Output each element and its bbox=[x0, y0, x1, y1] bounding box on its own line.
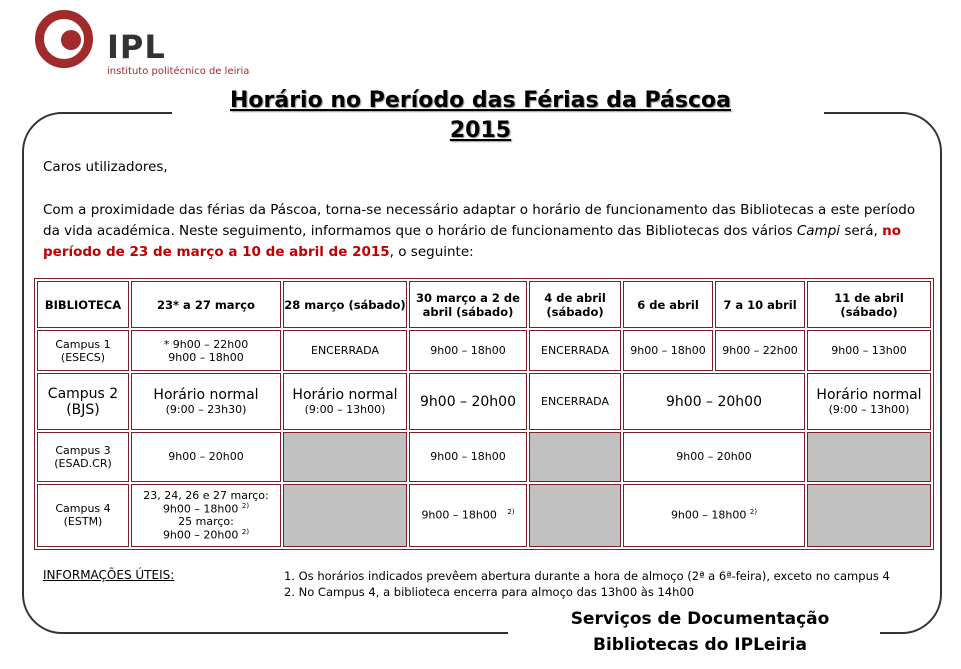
closed-cell bbox=[529, 432, 621, 481]
schedule-cell bbox=[807, 373, 931, 430]
info-note: 2. No Campus 4, a biblioteca encerra para almoço das 13h00 às 14h00 bbox=[284, 585, 695, 599]
logo-dot-icon bbox=[61, 30, 81, 50]
cell-text bbox=[132, 502, 280, 516]
cell-time: 9h00 – 18h00 bbox=[421, 509, 497, 523]
header-cell: 28 março (sábado) bbox=[283, 281, 407, 328]
intro-period: período de 23 de março a 10 de abril de 2015 bbox=[43, 244, 390, 260]
schedule-cell: ENCERRADA bbox=[529, 330, 621, 371]
schedule-cell bbox=[623, 484, 805, 548]
campus-cell bbox=[37, 330, 129, 371]
info-notes bbox=[284, 568, 890, 600]
schedule-cell bbox=[131, 373, 281, 430]
schedule-cell bbox=[131, 330, 281, 371]
table-header-row bbox=[37, 281, 931, 328]
footer-line1: Serviços de Documentação bbox=[570, 609, 830, 629]
cell-text: 25 março: bbox=[178, 515, 234, 529]
info-note: 1. Os horários indicados prevêem abertura durante a hora de almoço (2ª a 6ª-feira), exceto no campus 4 bbox=[284, 569, 890, 583]
cell-text: 9h00 – 18h00 bbox=[168, 350, 244, 364]
schedule-cell: 9h00 – 13h00 bbox=[807, 330, 931, 371]
table-row bbox=[37, 432, 931, 481]
logo-subtitle: instituto politécnico de leiria bbox=[107, 66, 250, 77]
cell-text: (9:00 – 13h00) bbox=[828, 403, 910, 417]
closed-cell bbox=[529, 484, 621, 548]
intro-text-2: será, bbox=[840, 223, 883, 239]
footer-line2: Bibliotecas do IPLeiria bbox=[593, 635, 807, 655]
schedule-cell bbox=[409, 484, 527, 548]
footnote-mark: 2) bbox=[241, 501, 250, 510]
logo-text: IPL bbox=[107, 28, 166, 66]
cell-time: 9h00 – 18h00 bbox=[670, 509, 747, 523]
schedule-cell: 9h00 – 22h00 bbox=[715, 330, 805, 371]
schedule-cell: 9h00 – 18h00 bbox=[623, 330, 713, 371]
campus-name: Campus 4 bbox=[55, 502, 111, 516]
intro-line1: Com a proximidade das férias da Páscoa, torna-se necessário adaptar o horário de funcionamento das Bibliotecas a este período bbox=[43, 202, 916, 218]
schedule-cell: 9h00 – 18h00 bbox=[409, 432, 527, 481]
header-cell: 11 de abril (sábado) bbox=[807, 281, 931, 328]
schedule-cell bbox=[283, 373, 407, 430]
cell-text: (9:00 – 13h00) bbox=[304, 403, 386, 417]
header-cell: 4 de abril (sábado) bbox=[529, 281, 621, 328]
campus-cell bbox=[37, 432, 129, 481]
cell-text: * 9h00 – 22h00 bbox=[163, 337, 249, 351]
table-row bbox=[37, 373, 931, 430]
header-cell: 6 de abril bbox=[623, 281, 713, 328]
footer bbox=[560, 606, 840, 658]
cell-text: Horário normal bbox=[816, 387, 922, 404]
campus-code: (ESAD.CR) bbox=[54, 456, 112, 470]
schedule-cell bbox=[131, 484, 281, 548]
campus-name: Campus 2 bbox=[47, 385, 119, 402]
closed-cell bbox=[807, 484, 931, 548]
schedule-cell: 9h00 – 20h00 bbox=[131, 432, 281, 481]
footnote-mark: 2) bbox=[507, 508, 515, 517]
table-row bbox=[37, 330, 931, 371]
footnote-mark: 2) bbox=[241, 528, 250, 537]
schedule-cell: ENCERRADA bbox=[283, 330, 407, 371]
header-cell: 7 a 10 abril bbox=[715, 281, 805, 328]
cell-text bbox=[132, 528, 280, 542]
cell-time: 9h00 – 18h00 bbox=[162, 502, 239, 516]
cell-text: Horário normal bbox=[292, 387, 398, 404]
intro-text-3: , o seguinte: bbox=[389, 244, 474, 260]
campus-code: (BJS) bbox=[66, 401, 100, 418]
campus-code: (ESTM) bbox=[63, 515, 103, 529]
schedule-cell: ENCERRADA bbox=[529, 373, 621, 430]
cell-time: 9h00 – 20h00 bbox=[162, 528, 239, 542]
campus-name: Campus 1 bbox=[55, 337, 111, 351]
cell-text: Horário normal bbox=[153, 387, 259, 404]
header-cell: 30 março a 2 de abril (sábado) bbox=[409, 281, 527, 328]
campus-name: Campus 3 bbox=[55, 443, 111, 457]
page-title bbox=[0, 86, 961, 146]
header-cell: BIBLIOTECA bbox=[37, 281, 129, 328]
schedule-cell: 9h00 – 20h00 bbox=[623, 373, 805, 430]
intro-paragraph bbox=[43, 200, 933, 263]
cell-text: 23, 24, 26 e 27 março: bbox=[143, 488, 269, 502]
closed-cell bbox=[283, 432, 407, 481]
intro-highlight: no bbox=[882, 223, 901, 239]
footnote-mark: 2) bbox=[749, 508, 758, 517]
title-year: 2015 bbox=[449, 118, 512, 143]
campus-code: (ESECS) bbox=[60, 350, 106, 364]
info-label: INFORMAÇÕES ÚTEIS: bbox=[43, 568, 175, 582]
intro-line3 bbox=[43, 242, 933, 263]
closed-cell bbox=[807, 432, 931, 481]
intro-campi: Campi bbox=[796, 223, 841, 239]
schedule-cell: 9h00 – 18h00 bbox=[409, 330, 527, 371]
schedule-table bbox=[34, 278, 934, 550]
intro-line2 bbox=[43, 221, 933, 242]
table-row bbox=[37, 484, 931, 548]
intro-text: da vida académica. Neste seguimento, informamos que o horário de funcionamento das Bibliotecas dos vários bbox=[43, 223, 797, 239]
ipl-logo bbox=[35, 10, 265, 80]
header-cell: 23* a 27 março bbox=[131, 281, 281, 328]
greeting: Caros utilizadores, bbox=[43, 159, 168, 175]
schedule-cell: 9h00 – 20h00 bbox=[623, 432, 805, 481]
campus-cell bbox=[37, 373, 129, 430]
title-line1: Horário no Período das Férias da Páscoa bbox=[229, 88, 731, 113]
campus-cell bbox=[37, 484, 129, 548]
closed-cell bbox=[283, 484, 407, 548]
cell-text: (9:00 – 23h30) bbox=[165, 403, 247, 417]
schedule-cell: 9h00 – 20h00 bbox=[409, 373, 527, 430]
